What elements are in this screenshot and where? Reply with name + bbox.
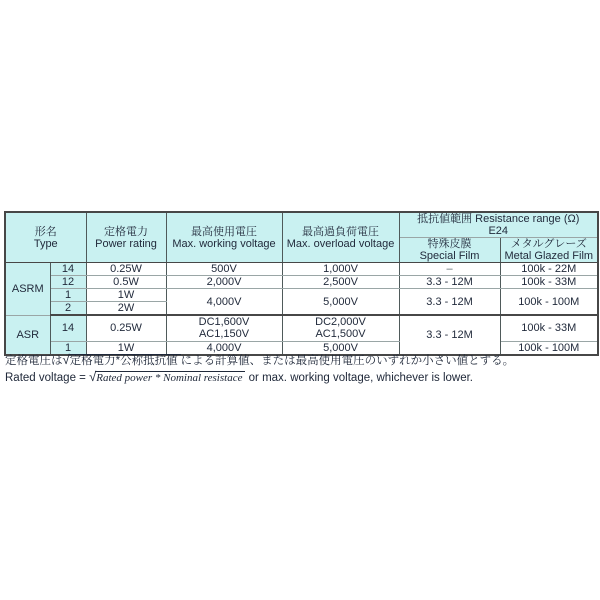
cell-overload-merged: 5,000V <box>282 289 399 316</box>
cell-working-line2: AC1,150V <box>198 328 250 341</box>
cell-overload-line2: AC1,500V <box>315 328 366 341</box>
header-power-rating <box>86 212 166 263</box>
footnote-jp-suffix: による計算値、または最高使用電圧のいずれか小さい値とする。 <box>180 355 515 367</box>
cell-special: – <box>399 263 500 276</box>
footnote-en <box>5 369 514 386</box>
header-overload-en: Max. overload voltage <box>286 237 395 250</box>
cell-type-asrm: ASRM <box>5 263 50 316</box>
header-power-en: Power rating <box>95 237 157 250</box>
footnotes <box>5 352 514 386</box>
resistor-spec-table <box>4 211 599 356</box>
header-type <box>5 212 86 263</box>
cell-working: 500V <box>166 263 282 276</box>
cell-overload-line1: DC2,000V <box>315 316 366 329</box>
cell-working-line1: DC1,600V <box>198 316 250 329</box>
cell-metal: 100k - 100M <box>500 341 598 355</box>
footnote-en-radicand: Rated power * Nominal resistace <box>95 371 245 384</box>
header-overload-voltage <box>282 212 399 263</box>
cell-type-asr: ASR <box>5 315 50 355</box>
table-row <box>5 289 598 302</box>
cell-special: 3.3 - 12M <box>399 276 500 289</box>
cell-sub: 2 <box>50 302 86 316</box>
header-type-jp: 形名 <box>34 225 57 238</box>
header-type-en: Type <box>33 237 58 250</box>
header-resistance-jp: 抵抗値範囲 Resistance range (Ω) <box>417 213 580 225</box>
spec-table-container <box>4 211 599 356</box>
cell-overload: 1,000V <box>282 263 399 276</box>
cell-metal: 100k - 22M <box>500 263 598 276</box>
cell-power: 1W <box>86 289 166 302</box>
header-metal-jp: メタルグレーズ <box>510 238 587 250</box>
header-resistance-series: E24 <box>488 225 509 237</box>
cell-power: 1W <box>86 341 166 355</box>
cell-sub: 14 <box>50 263 86 276</box>
cell-metal: 100k - 33M <box>500 276 598 289</box>
header-working-en: Max. working voltage <box>172 237 276 250</box>
cell-overload: 5,000V <box>282 341 399 355</box>
sqrt-icon: √ <box>89 369 97 384</box>
footnote-jp-prefix: 定格電圧は <box>5 355 63 367</box>
cell-power: 2W <box>86 302 166 316</box>
header-resistance-range <box>399 212 598 238</box>
header-power-jp: 定格電力 <box>104 225 149 238</box>
footnote-en-prefix: Rated voltage = <box>5 372 90 384</box>
cell-metal: 100k - 33M <box>500 315 598 341</box>
header-working-jp: 最高使用電圧 <box>191 225 258 238</box>
cell-overload: 2,500V <box>282 276 399 289</box>
cell-sub: 14 <box>50 315 86 341</box>
header-special-jp: 特殊皮膜 <box>427 238 472 250</box>
header-metal-glazed-film <box>500 238 598 263</box>
cell-working: 2,000V <box>166 276 282 289</box>
footnote-en-suffix: or max. working voltage, whichever is lower. <box>245 372 474 384</box>
table-row <box>5 276 598 289</box>
header-metal-en: Metal Glazed Film <box>504 250 594 262</box>
cell-sub: 12 <box>50 276 86 289</box>
cell-overload-two-line <box>282 315 399 341</box>
cell-working: 4,000V <box>166 341 282 355</box>
cell-metal-merged: 100k - 100M <box>500 289 598 316</box>
cell-working-merged: 4,000V <box>166 289 282 316</box>
footnote-jp-radicand: 定格電力*公称抵抗値 <box>69 354 181 367</box>
cell-working-two-line <box>166 315 282 341</box>
table-row <box>5 263 598 276</box>
cell-sub: 1 <box>50 341 86 355</box>
cell-power: 0.25W <box>86 315 166 341</box>
cell-sub: 1 <box>50 289 86 302</box>
cell-special-merged: 3.3 - 12M <box>399 289 500 316</box>
footnote-jp <box>5 352 514 369</box>
header-special-en: Special Film <box>419 250 480 262</box>
header-special-film <box>399 238 500 263</box>
cell-power: 0.5W <box>86 276 166 289</box>
cell-special-merged: 3.3 - 12M <box>399 315 500 355</box>
header-overload-jp: 最高過負荷電圧 <box>302 225 380 238</box>
sqrt-icon: √ <box>62 352 70 367</box>
header-working-voltage <box>166 212 282 263</box>
cell-power: 0.25W <box>86 263 166 276</box>
table-row <box>5 315 598 341</box>
